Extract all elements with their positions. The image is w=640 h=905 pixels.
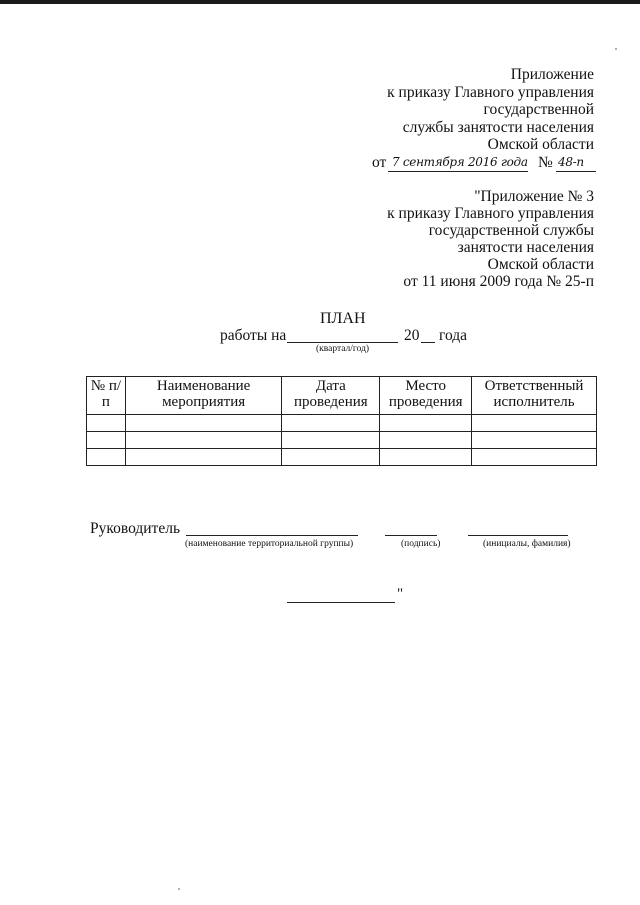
scan-top-edge: [0, 0, 640, 4]
scan-speck: [615, 48, 617, 50]
appendix-line-3: государственной: [483, 101, 594, 118]
table-header-row: [87, 377, 597, 415]
signature-group-hint: (наименование территориальной группы): [185, 539, 354, 549]
appendix3-line-5: Омской области: [487, 256, 594, 273]
scan-speck: [178, 888, 180, 890]
col-place-header: Место проведения: [380, 377, 472, 415]
plan-year-prefix: 20: [404, 327, 420, 344]
signature-name-hint: (инициалы, фамилия): [483, 539, 571, 549]
col-date-header: Дата проведения: [282, 377, 380, 415]
order-date-underline: [388, 171, 528, 172]
order-number-underline: [556, 171, 596, 172]
appendix-line-1: Приложение: [510, 66, 594, 83]
order-date-handwritten: 7 сентября 2016 года: [392, 155, 528, 169]
closing-quote: ": [397, 586, 404, 602]
signature-label: Руководитель: [90, 520, 181, 537]
signature-name-field: [468, 535, 568, 536]
signature-group-field: [186, 535, 358, 536]
table-row: [87, 449, 597, 466]
appendix-line-5: Омской области: [487, 136, 594, 153]
table-row: [87, 432, 597, 449]
appendix3-line-3: государственной службы: [428, 222, 594, 239]
order-number-handwritten: 48-п: [558, 155, 584, 169]
appendix-line-2: к приказу Главного управления: [387, 84, 594, 101]
plan-title: ПЛАН: [320, 310, 366, 327]
closing-line: [287, 602, 395, 603]
appendix3-line-6: от 11 июня 2009 года № 25-п: [403, 273, 594, 290]
plan-year-field: [421, 342, 435, 343]
appendix3-line-4: занятости населения: [457, 239, 594, 256]
plan-table: [86, 376, 597, 466]
order-date-prefix: от: [372, 154, 387, 171]
appendix3-line-1: "Приложение № 3: [474, 188, 594, 205]
col-number-header: № п/п: [87, 377, 126, 415]
col-responsible-header: Ответственный исполнитель: [472, 377, 597, 415]
plan-period-field: [287, 342, 398, 343]
order-number-prefix: №: [538, 154, 553, 171]
signature-sign-field: [385, 535, 437, 536]
plan-work-prefix: работы на: [220, 327, 287, 344]
plan-period-hint: (квартал/год): [316, 344, 370, 354]
col-event-name-header: Наименование мероприятия: [125, 377, 282, 415]
appendix3-line-2: к приказу Главного управления: [387, 205, 594, 222]
signature-sign-hint: (подпись): [401, 539, 441, 549]
appendix-line-4: службы занятости населения: [402, 119, 594, 136]
plan-year-suffix: года: [439, 327, 468, 344]
table-row: [87, 415, 597, 432]
